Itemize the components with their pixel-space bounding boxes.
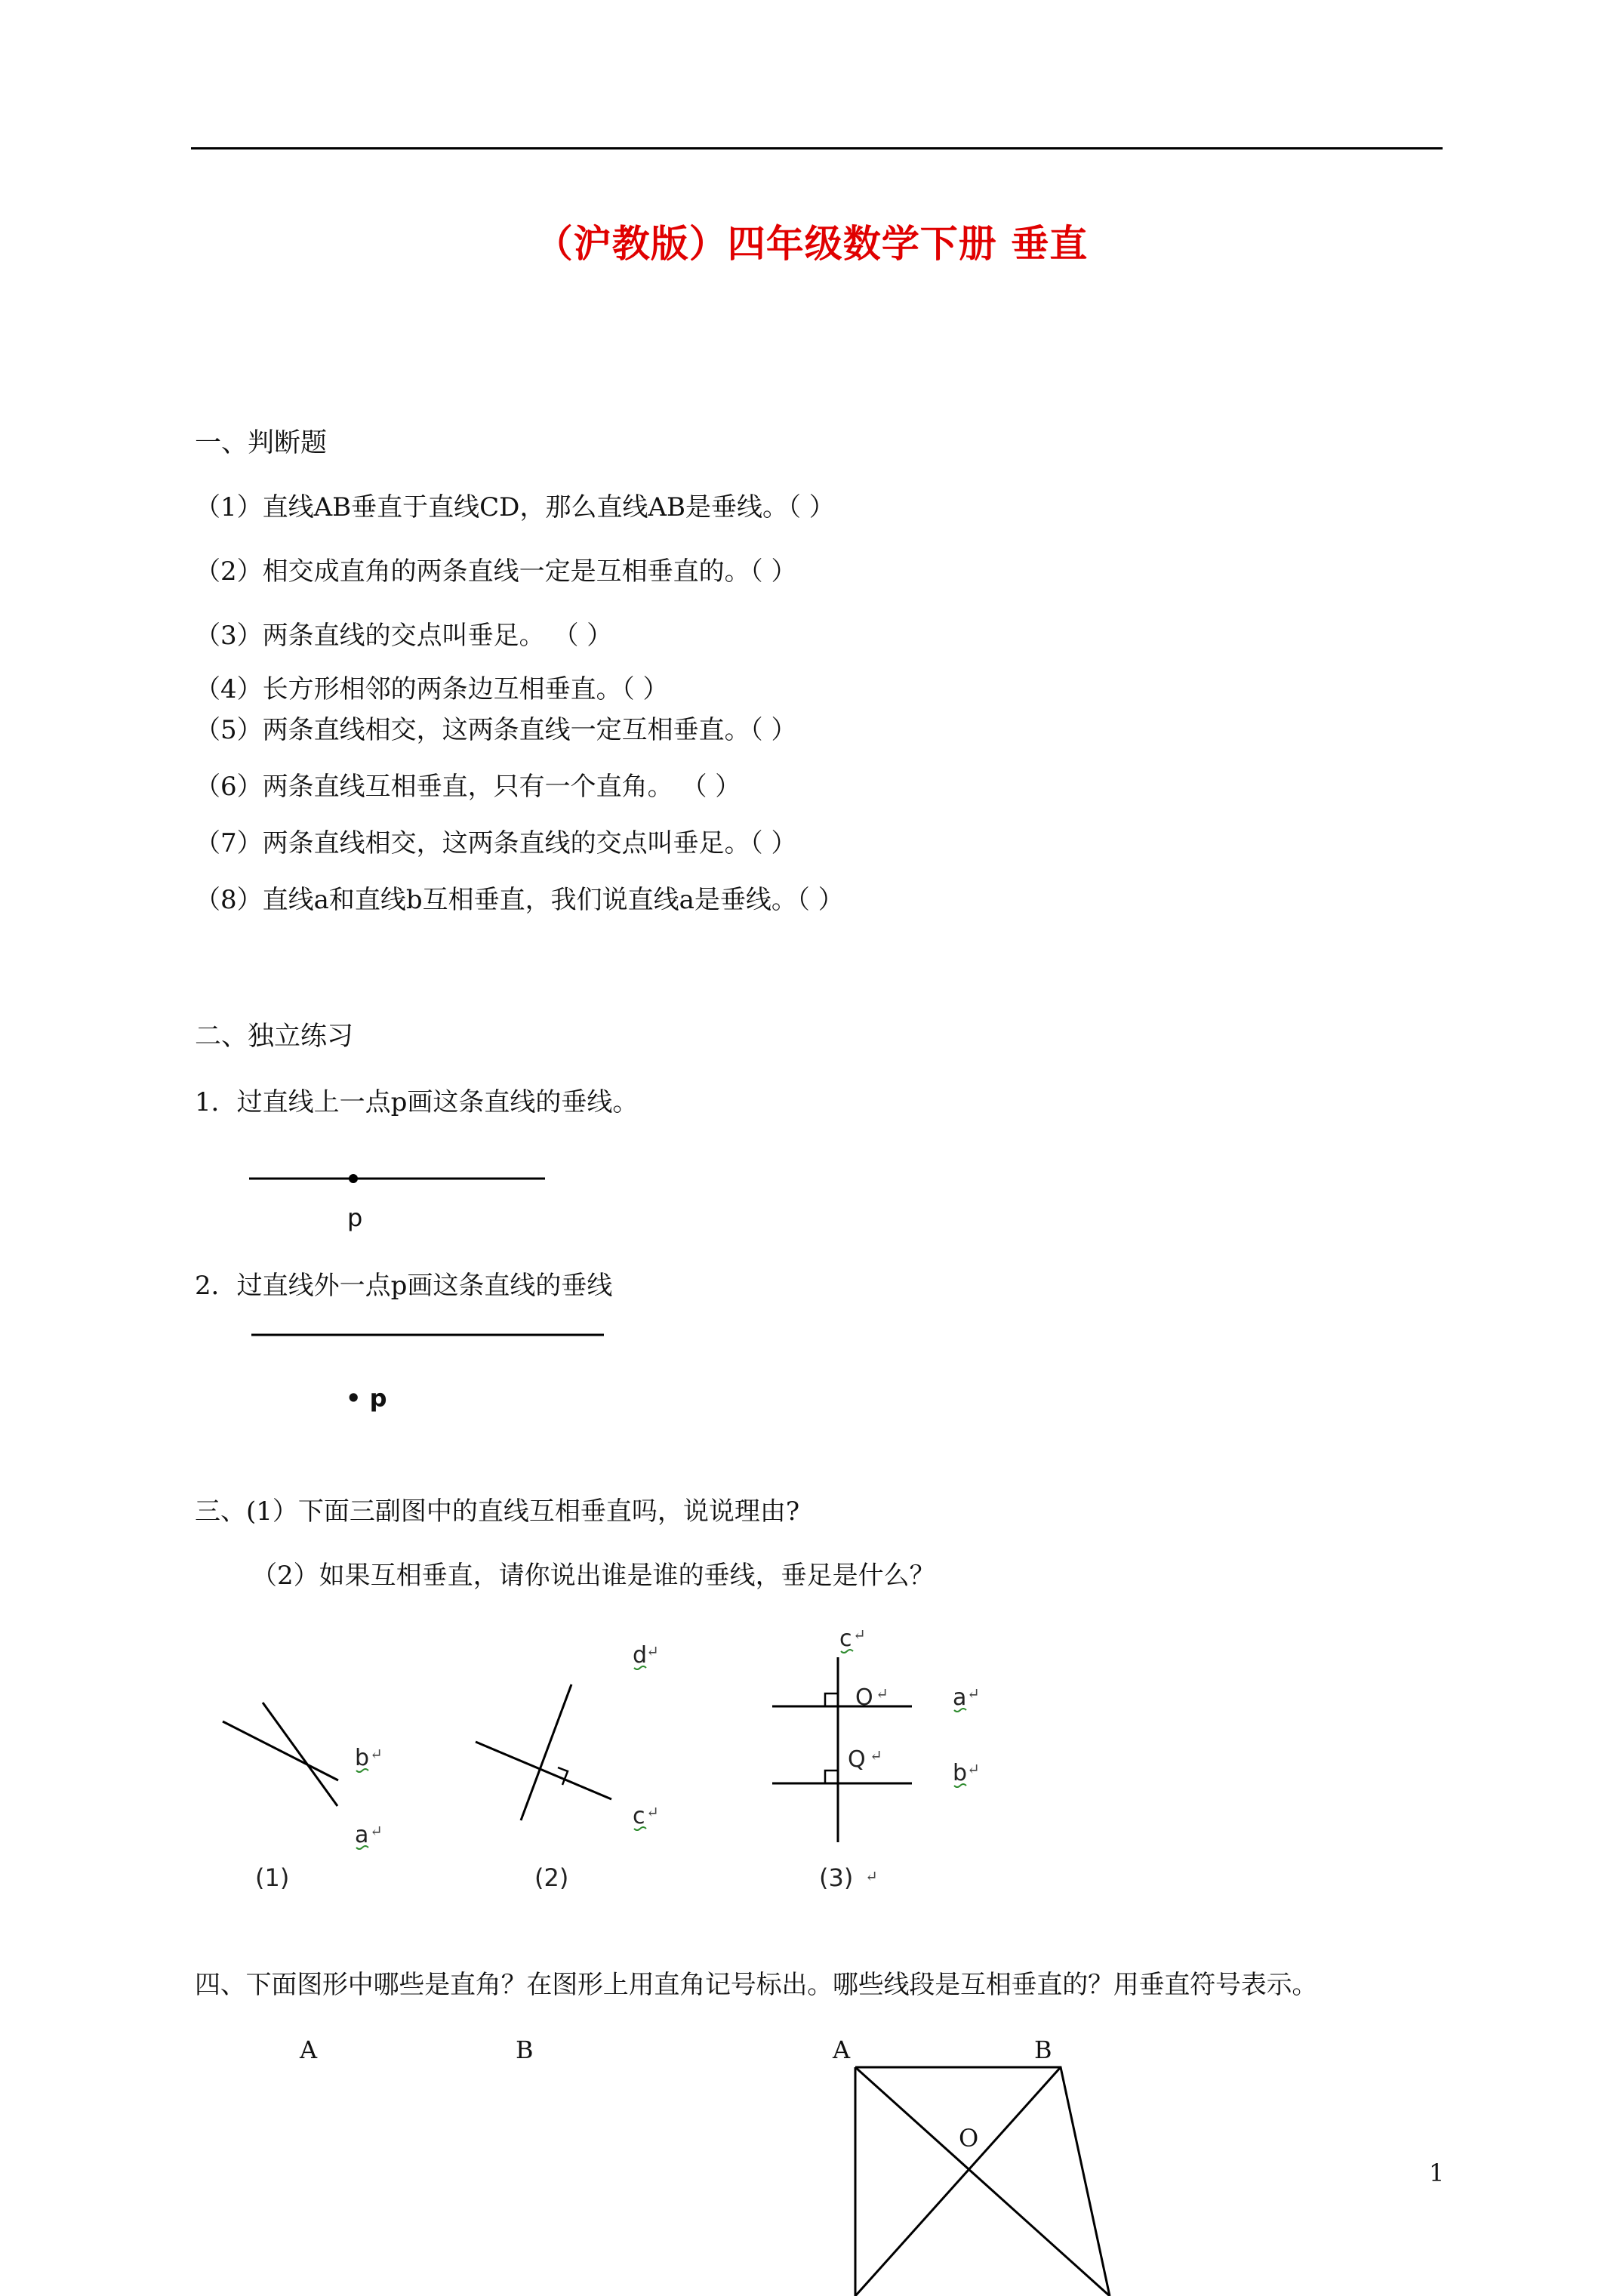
judge-item-5: （5）两条直线相交，这两条直线一定互相垂直。（ ） [195,715,797,745]
figure-3-label-c: c [839,1626,852,1652]
judge-item-2: （2）相交成直角的两条直线一定是互相垂直的。（ ） [195,556,797,587]
shape2-label-b: B [1034,2036,1052,2064]
section4-heading: 四、下面图形中哪些是直角？在图形上用直角记号标出。哪些线段是互相垂直的？用垂直符号表示。 [195,1970,1318,2000]
figure-2-label-c: c [633,1803,645,1829]
figure-1-label-b: b [355,1745,370,1771]
judge-item-8: （8）直线a和直线b互相垂直，我们说直线a是垂线。（ ） [195,885,844,915]
figure-3-label-q: Q [848,1746,866,1773]
figure-2-label-d: d [633,1642,648,1669]
figure-2-line-c [476,1742,611,1799]
section3-line2: （2）如果互相垂直，请你说出谁是谁的垂线，垂足是什么？ [251,1561,935,1591]
judge-item-7: （7）两条直线相交，这两条直线的交点叫垂足。（ ） [195,828,797,858]
figure-2-line-d [521,1684,571,1820]
trapezoid-diagonal-bd [855,2067,1061,2296]
judge-item-3: （3）两条直线的交点叫垂足。 （ ） [195,621,613,651]
exercise-1-text: 1．过直线上一点p画这条直线的垂线。 [195,1087,639,1117]
figure-1-label-a: a [355,1822,369,1848]
judge-item-1: （1）直线AB垂直于直线CD，那么直线AB是垂线。（ ） [195,492,835,522]
return-mark-icon: ↵ [646,1642,659,1660]
section1-heading: 一、判断题 [195,428,328,458]
top-rule [191,147,1443,149]
return-mark-icon: ↵ [865,1867,878,1885]
figure-3-right-angle-mark-q [825,1771,838,1783]
figure-1-caption: (1) [255,1863,290,1892]
exercise-1-point-dot [349,1174,358,1183]
exercise-2-point-label: • p [346,1384,387,1413]
return-mark-icon: ↵ [853,1626,866,1644]
page-number: 1 [1429,2159,1445,2187]
figure-3-right-angle-mark-o [825,1693,838,1706]
figure-3-label-o: O [855,1684,873,1711]
exercise-2-text: 2．过直线外一点p画这条直线的垂线 [195,1271,613,1301]
figure-1-line-b [223,1721,338,1780]
judge-item-6: （6）两条直线互相垂直，只有一个直角。 （ ） [195,772,741,802]
trapezoid-diagonal-ac [855,2067,1110,2296]
figure-1-line-a [263,1703,337,1806]
intersection-label-o: O [959,2124,979,2153]
shape2-label-a: A [833,2036,851,2064]
exercise-1-point-label: p [347,1203,363,1232]
return-mark-icon: ↵ [370,1822,383,1840]
section2-heading: 二、独立练习 [195,1022,354,1052]
page-title: （沪教版）四年级数学下册 垂直 [534,221,1089,266]
return-mark-icon: ↵ [870,1746,882,1764]
figure-2-caption: (2) [534,1863,569,1892]
figure-3-caption: (3) [819,1863,854,1892]
figure-3-label-b: b [953,1760,968,1786]
shape1-label-a: A [300,2036,318,2064]
figure-3-label-a: a [953,1684,967,1711]
judge-item-4: （4）长方形相邻的两条边互相垂直。（ ） [195,674,669,704]
trapezoid-figure [0,0,1,1]
return-mark-icon: ↵ [646,1803,659,1821]
return-mark-icon: ↵ [967,1684,980,1703]
return-mark-icon: ↵ [370,1745,383,1763]
shape1-label-b: B [516,2036,534,2064]
return-mark-icon: ↵ [967,1760,980,1778]
return-mark-icon: ↵ [876,1684,888,1703]
section3-line1: 三、(1）下面三副图中的直线互相垂直吗，说说理由? [195,1496,800,1527]
